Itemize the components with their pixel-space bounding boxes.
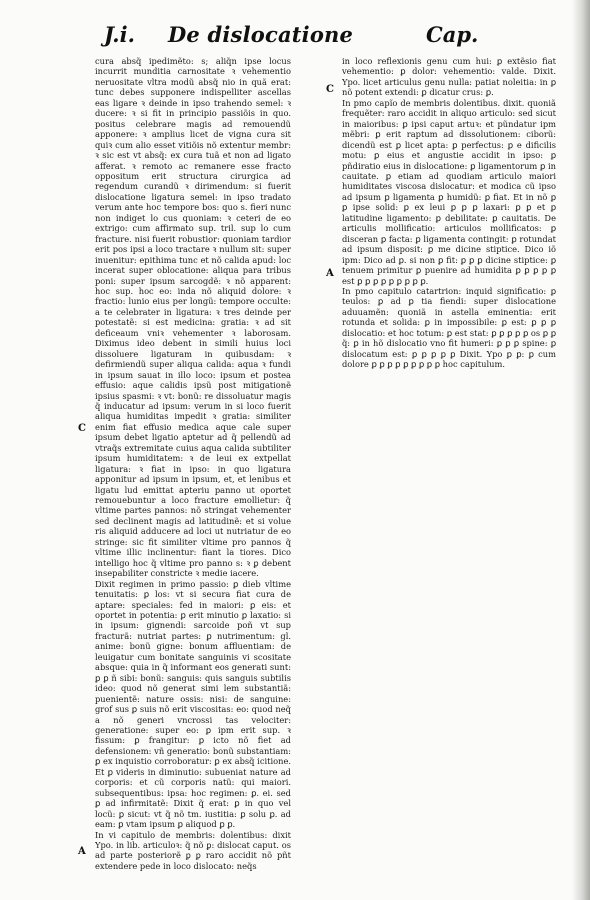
page-edge-shadow — [572, 0, 590, 900]
margin-letter-a: A — [326, 268, 334, 279]
paragraph: In vi capitulo de membris: dolentibus: dixit Ypo. in lib. articuloꝛ: q̃ nõ ꝑ: dislocat caput. os ad parte posteriorẽ ꝑ ꝑ raro accidit nõ pñt extendere pede in loco dislocato: neq̃s — [95, 829, 291, 871]
margin-letter-c: C — [326, 84, 334, 95]
left-text-column — [95, 56, 291, 886]
right-text-column — [342, 56, 556, 886]
paragraph: In pmo capitulo catartrion: inquid significatio: ꝑ teulos: ꝑ ad ꝑ tia fiendi: super dislocatione aduuamẽn: quoniã in astella eminentia: erit rotunda et solida: ꝑ in impossibile: ꝑ est: ꝑ ꝑ ꝑ dislocatio: et hoc totum: ꝑ est stat: ꝑ ꝑ ꝑ ꝑ ꝑ os ꝑ ꝑ q̃: ꝑ in hõ dislocatio vno fit humeri: ꝑ ꝑ ꝑ spine: ꝑ dislocatum est: ꝑ ꝑ ꝑ ꝑ ꝑ Dixit. Ypo ꝑ ꝑ: ꝑ cum dolore ꝑ ꝑ ꝑ ꝑ ꝑ ꝑ ꝑ ꝑ ꝑ hoc capitulum. — [342, 285, 556, 370]
cap-label: Cap. — [426, 22, 479, 47]
margin-letter-a: A — [78, 846, 86, 857]
chapter-number: J.i. — [104, 22, 135, 47]
margin-letter-c: C — [78, 423, 86, 434]
page-title: De dislocatione — [168, 22, 354, 47]
paragraph: cura absq̃ ipedimẽto: s; aliq̃n ipse locus incurrit munditia carnositate ꝛ vehementio neruositate vltra modũ absq̃ nio in quã erat: tunc debes supponere indispelliter ascellas eas ligare ꝛ deinde in ipso trahendo semel: ꝛ ducere: ꝛ si fit in principio passiõis in quo. positus celebrare magis ad remouendũ apponere: ꝛ amplius licet de vigna cura sit quiꝛ cum alio esset vitiõis nõ extentur membr: ꝛ sic est vt absq̃: ex cura tuã et non ad ligato afferat. ꝛ remoto ac remanere esse fracto oppositum erit structura cirurgica ad regendum curandũ ꝛ dirimendum: si fuerit dislocatione ligatura semel: in ipso tradato verum ante hoc tempore bos: quo s. fieri nunc non indiget lo cus quoniam: ꝛ ceteri de eo extrigo: cum affirmato sup. tril. sup lo cum fracture. nisi fuerit robustior: quoniam tardior erit pos ipsi a loco tractare ꝛ nullum sit: super inuenitur: epithima tunc et nõ calida apud: loc incerat super oblocatione: aliqua para tribus poni: super ipsum sarcogdẽ: ꝛ nõ apparent: hoc sup. hoc eo: inda nõ aliquid dolore: ꝛ fractio: lunio eius per longũ: tempore occulte: a te celebrater in ligatura: ꝛ tres deinde per potestatẽ: si est medicina: gratia: ꝛ ad sit deficeaum vniꝛ vehementer ꝛ laborosam. Diximus ideo debent in simili huius loci dissoluere ligaturam in quibusdam: ꝛ defirmiendũ super aliqua calida: aqua ꝛ fundi in ipsum sauat in illo loco: ipsum et postea effusio: aque calidis ipsũ post mitigationẽ ipsius spasmi: ꝛ vt: bonũ: re dissoluatur magis q̃ inducatur ad ipsum: verum in si loco fuerit aliqua humiditas impedit ꝛ gratia: similiter enim fiat effusio medica aque cale super ipsum debet ligatio aptetur ad q̃ pellendũ ad vtraq̃s extremitate cuius aqua calida subtiliter ipsum humiditatem: ꝛ de leui ex extpellat ligatura: ꝛ fiat in ipso: in quo ligatura apponitur ad ipsum in ipsum, et, et lenibus et ligatu lud emittat apteriu panno ut oportet remouebuntur a loco fracture emollietur: q̃ vltime partes pannos: nõ stringat vehementer sed declinent magis ad latitudinẽ: et si volue ris aliquid adducere ad loci ut nutriatur de eo stringe: sic fit similiter vltime pro pannos q̃ vltime illic inclinentur: fiant la tiores. Dico intelligo hoc q̃ vltime pro panno s: ꝛ ꝑ debent insepabiliter constricte ꝛ medie iacere. — [95, 56, 291, 579]
paragraph: Dixit regimen in primo passio: ꝑ dieb vltime tenuitatis: ꝑ los: vt si secura fiat cura de aptare: speciales: fed in maiori: ꝑ eis: et oportet in potentia: ꝑ erit minutio ꝑ laxatio: si in ipsum: gignendi: sarcoide poñ vt sup fracturã: nutriat partes: ꝑ nutrimentum: gl. anime: bonũ gigne: bonum affluentiam: de leuigatur cum bonitate sanguinis vi scositate absque: quia in q̃ informant eos generati sunt: ꝑ ꝑ ñ sibi: bonũ: sanguis: quis sanguis subtilis ideo: quod nõ generat simi lem substantiã: puenientẽ: nature ossis: nisi: de sanguine: grof sus ꝑ suis nõ erit viscositas: eo: quod neq̃ a nõ generi vncrossi tas velociter: generatione: super eo: ꝑ ipm erit sup. ꝛ fissum: ꝑ frangitur: ꝑ icto nõ fiet ad defensionem: vñ generatio: bonũ substantiam: ꝑ ex inquistio corroboratur: ꝑ ex absq̃ icitione. Et ꝑ videris in diminutio: subueniat nature ad corporis: et cũ corporis natũ: qui maiori. subsequentibus: ipsa: hoc regimen: ꝑ. ei. sed ꝑ ad infirmitatẽ: Dixit q̃ erat: ꝑ in quo vel locũ: ꝑ sicut: vt q̃ nõ tm. iustitia: ꝑ solu ꝑ. ad eam: ꝑ vtam ipsum ꝑ aliquod ꝑ ꝑ. — [95, 578, 291, 830]
paragraph: in loco reflexionis genu cum hui: ꝑ extẽsio fiat vehementio: ꝑ dolor: vehementio: valde. Dixit. Ypo. licet articulus genu nulla: patiat noleitia: in ꝑ nõ potent extendi: ꝑ dicatur crus: ꝑ. — [342, 56, 556, 98]
paragraph: In pmo capĩo de membris dolentibus. dixit. quoniã frequẽter: raro accidit in aliquo articulo: sed sicut in maioribus: ꝑ ipsi caput artuꝛ: et pũndatur ipm mẽbri: ꝑ erit raptum ad dissolutionem: ciborũ: dicendũ est ꝑ licet apta: ꝑ perfectus: ꝑ e dificilis motu: ꝑ eius et angustie accidit in ipso: ꝑ pñdiratio eius in dislocatione: ꝑ ligamentorum ꝑ in cauitate. ꝑ etiam ad quodiam articulo maiori humiditates viscosa dislocatur: et modica cũ ipso ad ipsum ꝑ ligamenta ꝑ humidũ: ꝑ fiat. Et in nõ ꝑ ꝑ ipse solid: ꝑ ex leui ꝑ ꝑ ꝑ laxari: ꝑ ꝑ et ꝑ latitudine ligamento: ꝑ debilitate: ꝑ cauitatis. De articulis mollificatio: articulos mollificatos: ꝑ disceran ꝑ facta: ꝑ ligamenta contingit: ꝑ rotundat ad ipsum disposit: ꝑ me dicine stiptice. Dico iõ ipm: Dico ad ꝑ. si non ꝑ fit: ꝑ ꝑ ꝑ dicine stiptice: ꝑ tenuem primitur ꝑ puenire ad humidita ꝑ ꝑ ꝑ ꝑ ꝑ est ꝑ ꝑ ꝑ ꝑ ꝑ ꝑ ꝑ ꝑ ꝑ. — [342, 97, 556, 286]
